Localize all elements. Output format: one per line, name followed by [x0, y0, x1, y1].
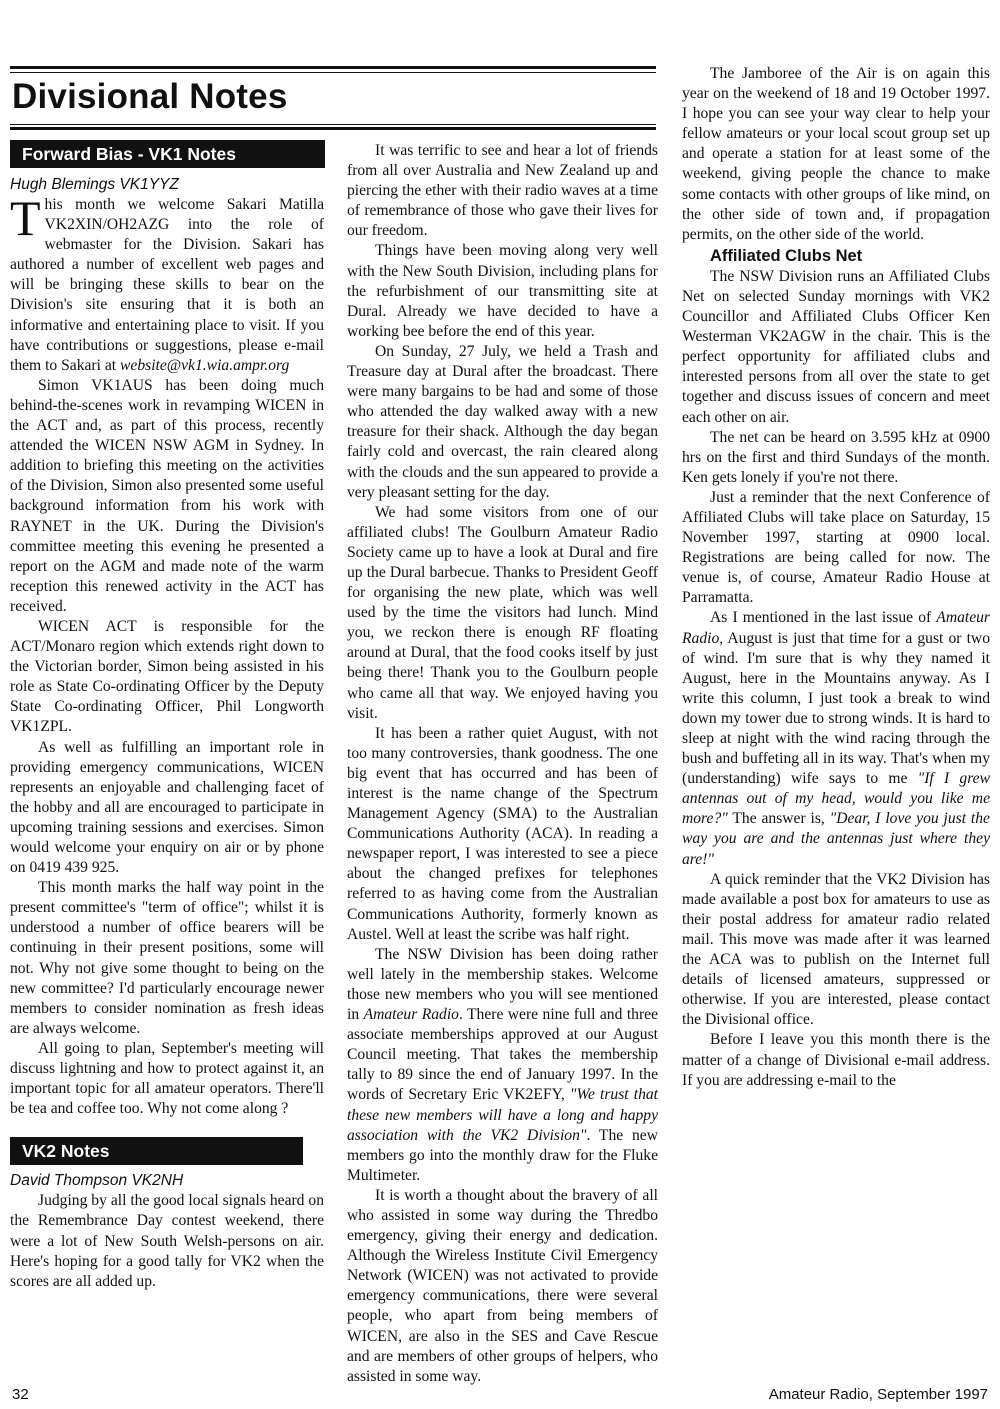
vk1-byline: Hugh Blemings VK1YYZ — [10, 176, 179, 193]
column-1 — [10, 175, 324, 1292]
title-rule-thin — [10, 124, 656, 125]
vk1-paragraph-3: WICEN ACT is responsible for the ACT/Monaro region which extends right down to the Victorian border, Simon being assisted in his role as State Co-ordinating Officer by the Deputy State Co-ordinating Officer, Phil Longworth VK1ZPL. — [10, 617, 324, 736]
page-number: 32 — [12, 1386, 29, 1403]
vk2-paragraph-9: The Jamboree of the Air is on again this year on the weekend of 18 and 19 October 1997. I hope you can see your way clear to help your fellow amateurs or your local scout group set up and operate a station for at least some of the weekend, giving people the chance to make some contacts with other groups of like mind, on the other side of town and, if propagation permits, on the other side of the world. — [682, 65, 990, 243]
vk2-paragraph-2: It was terrific to see and hear a lot of friends from all over Australia and New Zealand up and piercing the ether with their radio waves at a time of remembrance of those who gave their lives for our freedom. — [347, 142, 658, 240]
title-rule — [10, 127, 656, 130]
vk2-paragraph-4: On Sunday, 27 July, we held a Trash and Treasure day at Dural after the broadcast. There were many bargains to be had and some of those who attended the day walked away with a new treasure for their shack. Although the day began fairly cold and overcast, the rain cleared along with the clouds and the sun appeared to provide a very pleasant setting for the day. — [347, 342, 658, 501]
vk2-paragraph-5: We had some visitors from one of our affiliated clubs! The Goulburn Amateur Radio Society came up to have a look at Dural and fire up the Dural barbecue. Thanks to President Geoff for organising the new plate, which was well used by the time the visitors had lunch. Mind you, we reckon there is enough RF floating around at Dural, that the food cooks itself by just being there! Thank you to the Goulburn people who came all that way. We enjoyed having you visit. — [347, 503, 658, 722]
drop-cap: T — [10, 190, 41, 246]
vk2-section-banner: VK2 Notes — [10, 1137, 303, 1165]
vk1-paragraph-2: Simon VK1AUS has been doing much behind-the-scenes work in revamping WICEN in the ACT and, as part of this process, recently attended the WICEN NSW AGM in Sydney. In addition to briefing this meeting on the activities of the Division, Simon also presented some useful background information from his work with RAYNET in the UK. During the Division's committee meeting this evening he presented a report on the AGM and made note of the warm reception this renewed activity in the ACT has received. — [10, 376, 324, 615]
vk2-paragraph-13: As I mentioned in the last issue of Amateur Radio, August is just that time for a gust or two of wind. I'm sure that is why they named it August, here in the Mountains anyway. As I write this column, I just took a break to wind down my tower due to strong winds. It is hard to sleep at night with the wind racing through the bush and buffeting all in its way. That's when my (understanding) wife says to me "If I grew antennas out of my head, would you like me more?" The answer is, "Dear, I love you just the way you are and the antennas just where they are!" — [682, 609, 991, 868]
affiliated-clubs-subheading: Affiliated Clubs Net — [710, 246, 863, 265]
vk1-paragraph-6: All going to plan, September's meeting will discuss lightning and how to protect against it, an important topic for all amateur operators. There'll be tea and coffee too. Why not come along ? — [10, 1039, 324, 1118]
vk2-paragraph-1: Judging by all the good local signals heard on the Remembrance Day contest weekend, there were a lot of New South Welsh-persons on air. Here's hoping for a good tally for VK2 when the scores are all added up. — [10, 1192, 324, 1290]
vk2-paragraph-12: Just a reminder that the next Conference of Affiliated Clubs will take place on Saturday, 15 November 1997, starting at 0900 local. Registrations are being called for now. The venue is, of course, Amateur Radio House at Parramatta. — [682, 488, 990, 607]
vk2-paragraph-8: It is worth a thought about the bravery of all who assisted in some way during the Thredbo emergency, giving their energy and dedication. Although the Wireless Institute Civil Emergency Network (WICEN) was not activated to provide emergency communications, there were several people, who apart from being members of WICEN, are also in the SES and Cave Rescue and are members of other groups of helpers, who assisted in some way. — [347, 1186, 658, 1385]
vk2-byline: David Thompson VK2NH — [10, 1172, 184, 1190]
vk2-paragraph-7: The NSW Division has been doing rather well lately in the membership stakes. Welcome those new members who you will see mentioned in Amateur Radio. There were nine full and three associate memberships approved at our August Council meeting. That takes the membership tally to 89 since the end of January 1997. In the words of Secretary Eric VK2EFY, "We trust that these new members will have a long and happy association with the VK2 Division". The new members go into the monthly draw for the Fluke Multimeter. — [347, 945, 658, 1184]
vk2-paragraph-6: It has been a rather quiet August, with not too many controversies, thank goodness. The one big event that has occurred and has been of interest is the name change of the Spectrum Management Agency (SMA) to the Australian Communications Authority (ACA). In reading a newspaper report, I was interested to see a piece about the changed prefixes for telephones referred to as having come from the Australian Communications Authority, formerly known as Austel. Well at least the scribe was half right. — [347, 724, 658, 943]
vk1-section-banner: Forward Bias - VK1 Notes — [10, 140, 325, 168]
vk2-paragraph-3: Things have been moving along very well with the New South Division, including plans for the refurbishment of our transmitting site at Dural. Already we have decided to have a working bee before the end of this year. — [347, 242, 658, 340]
vk1-paragraph-5: This month marks the half way point in the present committee's "term of office"; whilst it is understood a number of office bearers will be continuing in their present positions, some will not. Why not give some thought to being on the new committee? I'd particularly encourage newer members to consider nomination as fresh ideas are always welcome. — [10, 879, 324, 1037]
magazine-issue: Amateur Radio, September 1997 — [768, 1386, 988, 1403]
vk2-paragraph-10: The NSW Division runs an Affiliated Clubs Net on selected Sunday mornings with VK2 Councillor and Affiliated Clubs Officer Ken Westerman VK2AGW in the chair. This is the perfect opportunity for affiliated clubs and interested persons from all over the state to get together and discuss issues of concern and meet each other on air. — [682, 267, 990, 426]
vk2-paragraph-11: The net can be heard on 3.595 kHz at 0900 hrs on the first and third Sundays of the month. Ken gets lonely if you're not there. — [682, 428, 990, 486]
vk1-paragraph-1: This month we welcome Sakari Matilla VK2XIN/OH2AZG into the role of webmaster for the Division. Sakari has authored a number of excellent web pages and will be bringing these skills to bear on the Division's site ensuring that it is both an informative and entertaining place to visit. If you have contributions or suggestions, please e-mail them to Sakari at website@vk1.wia.ampr.org — [10, 190, 324, 374]
page-title: Divisional Notes — [12, 77, 288, 116]
vk1-email-address: website@vk1.wia.ampr.org — [120, 356, 290, 374]
column-3 — [682, 64, 990, 1091]
top-rule-thin — [10, 72, 656, 73]
column-2 — [347, 141, 658, 1387]
vk1-paragraph-4: As well as fulfilling an important role in providing emergency communications, WICEN represents an enjoyable and challenging facet of the hobby and all are encouraged to participate in upcoming training sessions and exercises. Simon would welcome your enquiry on air or by phone on 0419 439 925. — [10, 738, 324, 877]
top-rule — [10, 66, 656, 69]
vk2-paragraph-14: A quick reminder that the VK2 Division has made available a post box for amateurs to use as their postal address for amateur radio related mail. This move was made after it was learned the ACA was to publish on the Internet full details of licensed amateurs, suppressed or otherwise. If you are interested, please contact the Divisional office. — [682, 870, 990, 1029]
vk2-paragraph-15: Before I leave you this month there is the matter of a change of Divisional e-mail address. If you are addressing e-mail to the — [682, 1031, 990, 1089]
